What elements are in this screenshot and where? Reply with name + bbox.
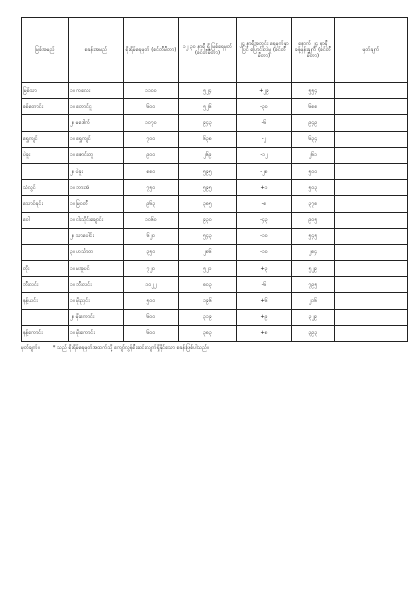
table-row xyxy=(22,99,408,115)
cell-change: +၁ xyxy=(237,180,292,196)
cell-change: -၆ xyxy=(237,277,292,293)
cell-forecast: ၆၃၄ xyxy=(292,131,335,147)
cell-change: -၈ xyxy=(237,196,292,212)
cell-change: +၃ xyxy=(237,261,292,277)
cell-water-level: ၅၄၃ xyxy=(179,228,237,244)
cell-water-level: ၅၂၆ xyxy=(179,99,237,115)
cell-change: +၈ xyxy=(237,325,292,341)
footnote-label: မှတ်ချက်။ xyxy=(21,345,40,351)
table-row xyxy=(22,244,408,260)
cell-station: ၂။ ပဲခူး xyxy=(69,163,124,179)
cell-change: -၆ xyxy=(237,115,292,131)
cell-water-level: ၈၀၃ xyxy=(179,277,237,293)
cell-station: ၁။ ငါးသိုင်းချောင်း xyxy=(69,212,124,228)
cell-danger-level: ၁၁၀၀ xyxy=(124,83,179,99)
cell-danger-level: ၇၀၀ xyxy=(124,131,179,147)
table-row xyxy=(22,325,408,341)
cell-change: +၉ xyxy=(237,309,292,325)
cell-water-level: ၅၂၁ xyxy=(179,261,237,277)
cell-station: ၁။ ဘီးလင်း xyxy=(69,277,124,293)
cell-water-level: ၃၈၅ xyxy=(179,196,237,212)
cell-water-level: ၉၄၃ xyxy=(179,115,237,131)
cell-station: ၂။ သာပေါင်း xyxy=(69,228,124,244)
footnote-text: * သည် စိုးရိမ်ရေမှတ်အထက်သို့ ကျော်လွန်စီးဆင်းလျက်ရှိနိုင်သော စခန်းဖြစ်ပါသည်။ xyxy=(52,345,209,351)
cell-forecast: ၅၀၃ xyxy=(292,180,335,196)
cell-remarks xyxy=(335,163,408,179)
cell-remarks xyxy=(335,309,408,325)
cell-danger-level: ၁၀၆၀ xyxy=(124,212,179,228)
cell-forecast: ၅၀၀ xyxy=(292,163,335,179)
cell-river: ဘီးလင်း xyxy=(22,277,69,293)
cell-river xyxy=(22,115,69,131)
cell-river: သောင်ရင်း xyxy=(22,196,69,212)
cell-forecast: ၅၅၄ xyxy=(292,83,335,99)
table-row xyxy=(22,196,408,212)
cell-forecast: ၇၉၅ xyxy=(292,277,335,293)
cell-station: ၁။ ရွှေကျင် xyxy=(69,131,124,147)
cell-station: ၁။ မိုးကောင်း xyxy=(69,325,124,341)
table-row xyxy=(22,115,408,131)
cell-remarks xyxy=(335,261,408,277)
header-remarks: မှတ်ချက် xyxy=(335,18,408,83)
cell-water-level: ၉၃၀ xyxy=(179,212,237,228)
cell-station: ၁။ တောင်ငူ xyxy=(69,99,124,115)
cell-forecast: ၂၆၁ xyxy=(292,147,335,163)
cell-river: ပဲခူး xyxy=(22,147,69,163)
cell-remarks xyxy=(335,83,408,99)
cell-river xyxy=(22,244,69,260)
cell-danger-level: ၇၂၀ xyxy=(124,261,179,277)
cell-station: ၁။ မိုးညှင်း xyxy=(69,293,124,309)
cell-danger-level: ၆၀၀ xyxy=(124,309,179,325)
cell-river: မြစ်သာ xyxy=(22,83,69,99)
header-row xyxy=(22,18,408,83)
cell-forecast: ၉၄၉ xyxy=(292,115,335,131)
cell-forecast: ၅၄၅ xyxy=(292,228,335,244)
cell-station: ၁။ မြဝတီ xyxy=(69,196,124,212)
cell-change: -၁၂ xyxy=(237,147,292,163)
cell-river: ရွှေကျင် xyxy=(22,131,69,147)
cell-remarks xyxy=(335,244,408,260)
cell-danger-level: ၁၀၇၀ xyxy=(124,115,179,131)
table-row xyxy=(22,261,408,277)
cell-forecast: ၂၁၆ xyxy=(292,293,335,309)
cell-change: -၄၃ xyxy=(237,212,292,228)
cell-forecast: ၂၈၄ xyxy=(292,244,335,260)
cell-change: -၂ xyxy=(237,131,292,147)
cell-water-level: ၅၉၅ xyxy=(179,180,237,196)
table-row xyxy=(22,147,408,163)
cell-remarks xyxy=(335,196,408,212)
cell-remarks xyxy=(335,115,408,131)
cell-river xyxy=(22,228,69,244)
table-row xyxy=(22,83,408,99)
cell-forecast: ၃၂၉ xyxy=(292,309,335,325)
cell-remarks xyxy=(335,99,408,115)
cell-change: -၁၀ xyxy=(237,244,292,260)
cell-remarks xyxy=(335,277,408,293)
cell-station: ၁။ ကလေး xyxy=(69,83,124,99)
cell-change: -၂၈ xyxy=(237,163,292,179)
cell-water-level: ၃၁၉ xyxy=(179,309,237,325)
cell-danger-level: ၅၀၀ xyxy=(124,293,179,309)
table-row xyxy=(22,228,408,244)
cell-station: ၂။ မဒေါက် xyxy=(69,115,124,131)
cell-river: နန့်ယင်း xyxy=(22,293,69,309)
cell-danger-level: ၆၀၀ xyxy=(124,99,179,115)
cell-danger-level: ၈၈၀ xyxy=(124,163,179,179)
cell-danger-level: ၇၅၀ xyxy=(124,180,179,196)
cell-forecast: ၅၂၉ xyxy=(292,261,335,277)
table-row xyxy=(22,212,408,228)
cell-river: နန့်ကောင်း xyxy=(22,325,69,341)
header-change: ၂၄ နာရီအတွင်း ရေမှက်နှာပြင် ပြောင်းလဲမှု (စင်တီမီတာ) xyxy=(237,18,292,83)
cell-remarks xyxy=(335,325,408,341)
cell-river: စစ်တောင်း xyxy=(22,99,69,115)
table-row xyxy=(22,163,408,179)
cell-river xyxy=(22,309,69,325)
cell-change: +၂၉ xyxy=(237,83,292,99)
cell-danger-level: ၃၅၀ xyxy=(124,244,179,260)
cell-change: +၆ xyxy=(237,293,292,309)
cell-remarks xyxy=(335,180,408,196)
cell-station: ၁။ ဘားအံ xyxy=(69,180,124,196)
cell-water-level: ၂၆၉ xyxy=(179,147,237,163)
cell-water-level: ၃၈၃ xyxy=(179,325,237,341)
cell-station: ၃။ ဟင်္သာတ xyxy=(69,244,124,260)
cell-water-level: ၆၃၈ xyxy=(179,131,237,147)
cell-water-level: ၅၉၅ xyxy=(179,163,237,179)
cell-forecast: ၃၇၈ xyxy=(292,196,335,212)
cell-river: တိုး xyxy=(22,261,69,277)
cell-danger-level: ၆၀၀ xyxy=(124,325,179,341)
table-row xyxy=(22,180,408,196)
cell-water-level: ၅၂၄ xyxy=(179,83,237,99)
cell-forecast: ၆၈၈ xyxy=(292,99,335,115)
cell-remarks xyxy=(335,212,408,228)
cell-station: ၁။ ဇောင်းတူ xyxy=(69,147,124,163)
cell-water-level: ၁၉၆ xyxy=(179,293,237,309)
cell-change: -၃၀ xyxy=(237,99,292,115)
table-row xyxy=(22,293,408,309)
header-forecast: နောက် ၂၄ နာရီ ခန့်မှန်းချက် (စင်တီမီတာ) xyxy=(292,18,335,83)
cell-forecast: ၉၀၅ xyxy=(292,212,335,228)
cell-forecast: ၃၉၃ xyxy=(292,325,335,341)
cell-station: ၁။ မအူပင် xyxy=(69,261,124,277)
cell-danger-level: ၁၀၂၂ xyxy=(124,277,179,293)
cell-remarks xyxy=(335,147,408,163)
cell-station: ၂။ မိုးကောင်း xyxy=(69,309,124,325)
header-danger-level: စိုးရိမ်ရေမှတ် (စင်တီမီတာ) xyxy=(124,18,179,83)
header-water-level: ၁၂ ၃၀ နာရီ ရှိ မြစ်ရေမှတ် (စင်တီမီတာ) xyxy=(179,18,237,83)
table-row xyxy=(22,277,408,293)
cell-river: သံလွင် xyxy=(22,180,69,196)
cell-remarks xyxy=(335,293,408,309)
cell-river: ဝေါ xyxy=(22,212,69,228)
cell-danger-level: ၆၂၀ xyxy=(124,228,179,244)
cell-danger-level: ၉၆၃ xyxy=(124,196,179,212)
footnote xyxy=(21,344,209,352)
cell-danger-level: ၉၀၀ xyxy=(124,147,179,163)
cell-remarks xyxy=(335,228,408,244)
table-row xyxy=(22,309,408,325)
cell-water-level: ၂၈၆ xyxy=(179,244,237,260)
cell-remarks xyxy=(335,131,408,147)
cell-change: -၁၀ xyxy=(237,228,292,244)
river-gauge-table xyxy=(21,17,408,342)
table-row xyxy=(22,131,408,147)
cell-river xyxy=(22,163,69,179)
header-river: မြစ်အမည် xyxy=(22,18,69,83)
header-station: စခန်းအမည် xyxy=(69,18,124,83)
